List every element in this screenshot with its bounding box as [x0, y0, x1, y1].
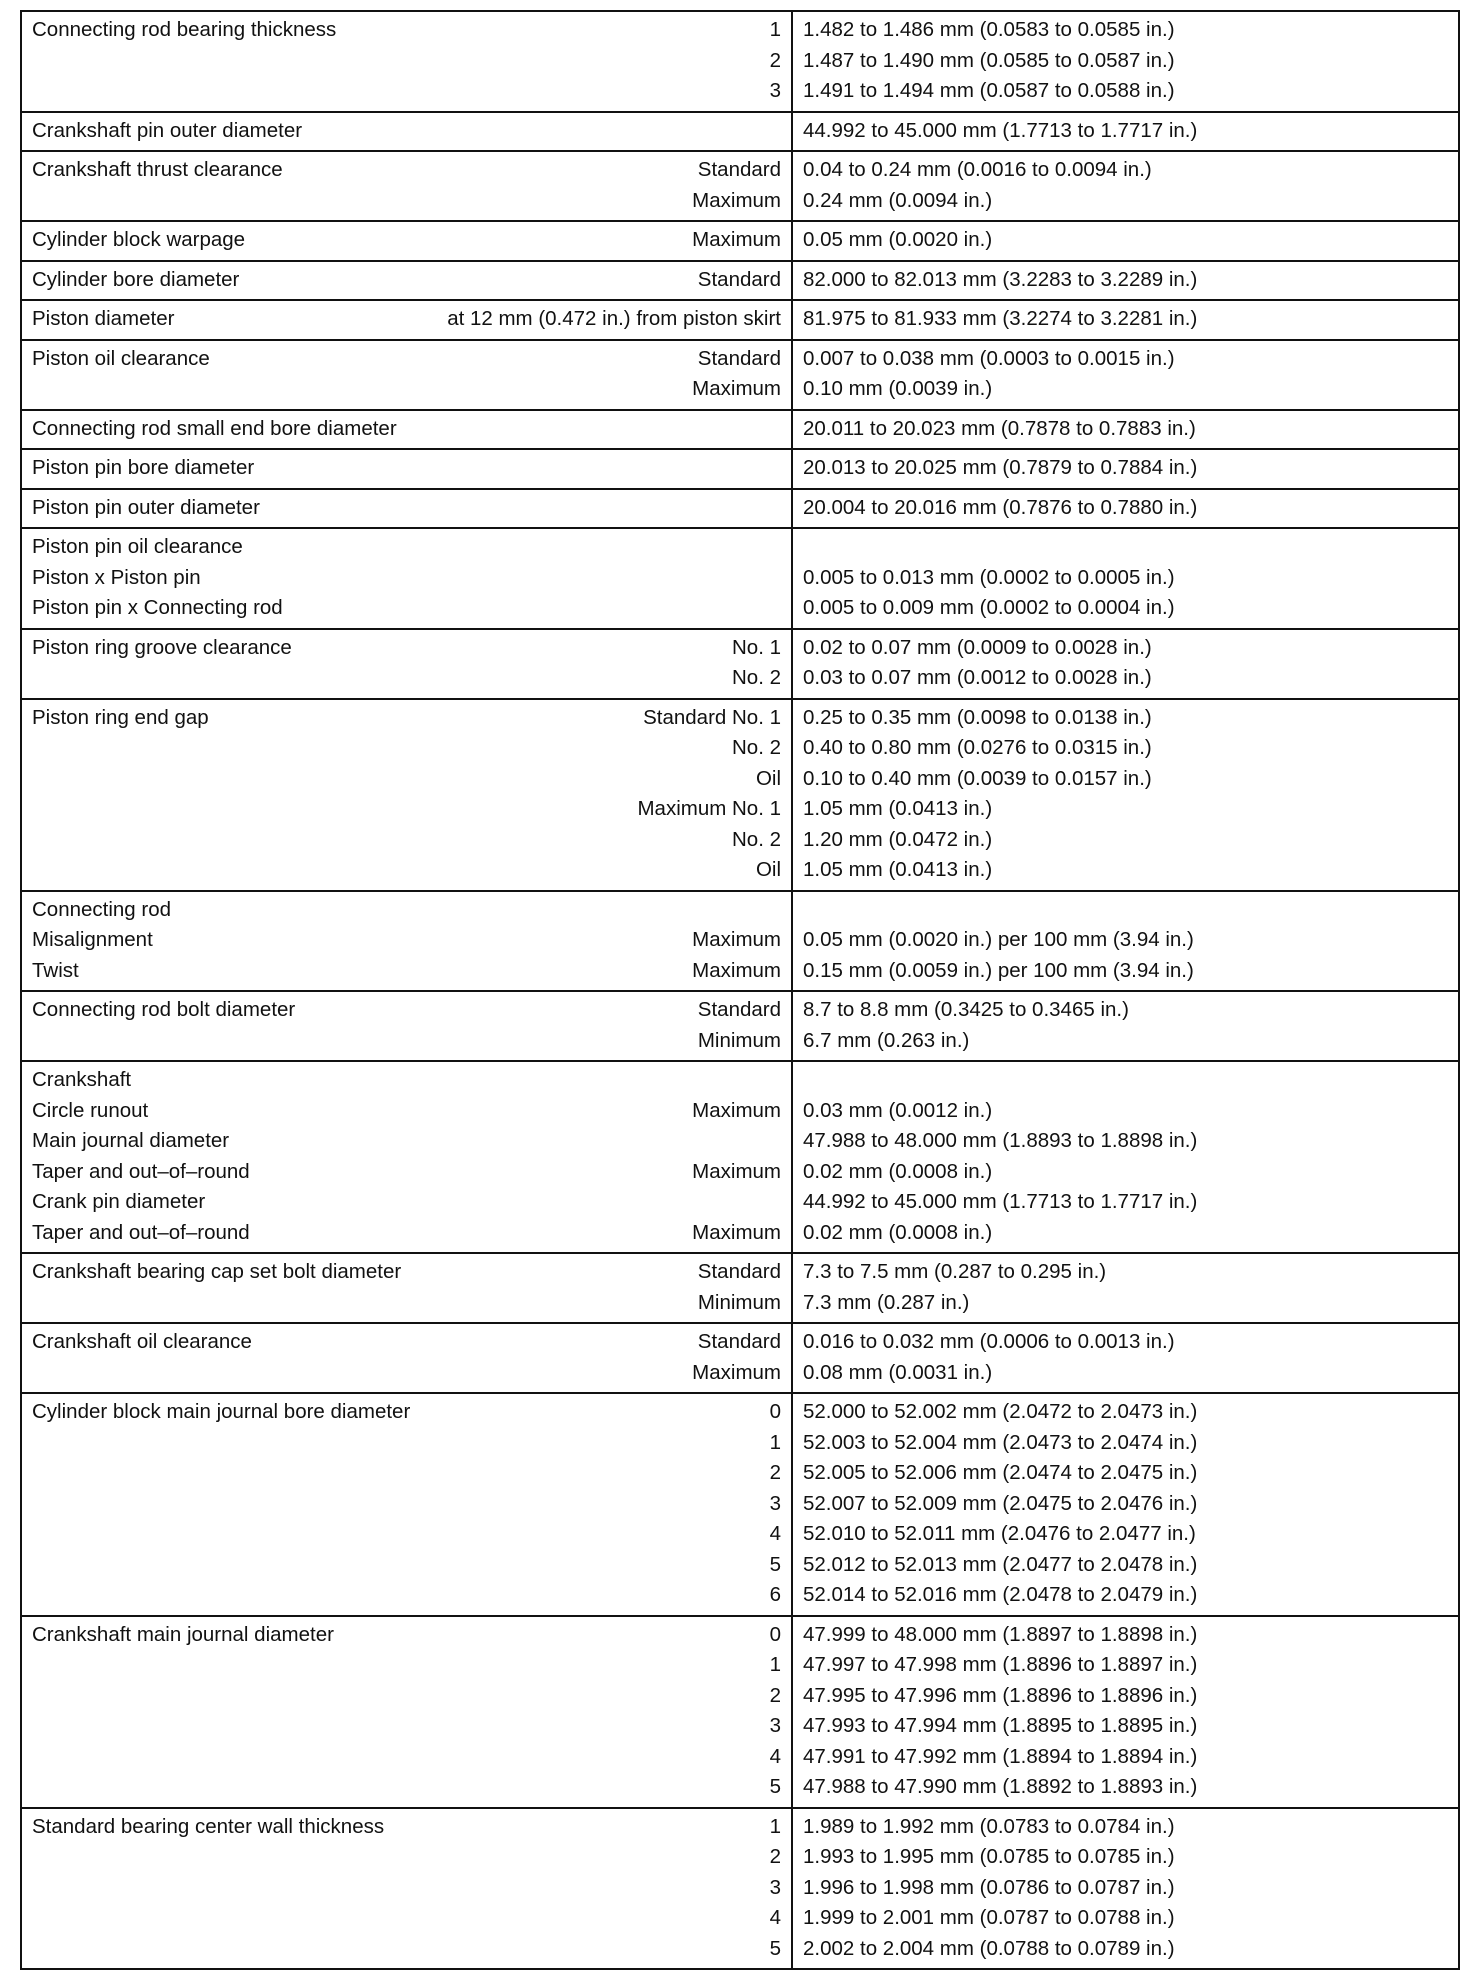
spec-row: [21, 11, 1459, 112]
spec-label-line: [22, 414, 791, 445]
spec-label-line: [22, 1358, 791, 1389]
spec-label-line: [22, 1065, 791, 1096]
spec-label-line: [22, 593, 791, 624]
spec-value: 1.989 to 1.992 mm (0.0783 to 0.0784 in.): [803, 1814, 1175, 1838]
spec-label: Main journal diameter: [32, 1129, 230, 1152]
spec-value: 0.10 to 0.40 mm (0.0039 to 0.0157 in.): [803, 766, 1152, 790]
spec-table-body: [21, 11, 1459, 1969]
spec-table: [20, 10, 1460, 1970]
spec-row: [21, 1616, 1459, 1808]
spec-label-cell: [21, 1808, 792, 1970]
spec-value-cell: [792, 891, 1459, 992]
spec-value: 47.991 to 47.992 mm (1.8894 to 1.8894 in.): [803, 1744, 1198, 1768]
spec-value: 52.014 to 52.016 mm (2.0478 to 2.0479 in.): [803, 1583, 1198, 1606]
spec-row: [21, 891, 1459, 992]
spec-value: 47.997 to 47.998 mm (1.8896 to 1.8897 in.): [803, 1653, 1198, 1676]
spec-label: Crankshaft pin outer diameter: [32, 118, 303, 142]
spec-label: Cylinder block main journal bore diameter: [32, 1400, 411, 1423]
spec-label-cell: [21, 300, 792, 340]
spec-label: Twist: [32, 958, 79, 982]
spec-label: Crankshaft bearing cap set bolt diameter: [32, 1260, 402, 1283]
spec-qualifier: Maximum: [692, 1159, 781, 1183]
spec-label: Standard bearing center wall thickness: [32, 1814, 385, 1838]
spec-label-line: [22, 265, 791, 296]
spec-row: [21, 340, 1459, 410]
spec-label: Piston pin outer diameter: [32, 495, 260, 519]
spec-value: 47.988 to 47.990 mm (1.8892 to 1.8893 in.): [803, 1775, 1198, 1798]
spec-label: Piston pin oil clearance: [32, 535, 243, 558]
spec-label-line: [22, 1126, 791, 1157]
spec-row: [21, 991, 1459, 1061]
spec-label-line: [22, 1458, 791, 1489]
spec-value-cell: [792, 11, 1459, 112]
spec-value: 0.24 mm (0.0094 in.): [803, 188, 993, 212]
spec-label-line: [22, 995, 791, 1026]
spec-label-line: [22, 1026, 791, 1057]
spec-value: 44.992 to 45.000 mm (1.7713 to 1.7717 in.): [803, 118, 1198, 142]
spec-qualifier: Maximum: [692, 1220, 781, 1244]
spec-label: Cylinder block warpage: [32, 228, 246, 251]
spec-label: Connecting rod small end bore diameter: [32, 416, 397, 440]
spec-label: Cylinder bore diameter: [32, 267, 240, 291]
spec-qualifier: 2: [769, 48, 781, 72]
spec-label-cell: [21, 699, 792, 891]
spec-value-cell: [792, 1061, 1459, 1253]
spec-label-line: [22, 186, 791, 217]
spec-value: 0.40 to 0.80 mm (0.0276 to 0.0315 in.): [803, 736, 1152, 759]
spec-value-cell: [792, 489, 1459, 529]
spec-value: 0.02 mm (0.0008 in.): [803, 1159, 993, 1183]
spec-label: Connecting rod bearing thickness: [32, 18, 337, 41]
spec-label-line: [22, 1711, 791, 1742]
spec-value-cell: [792, 112, 1459, 152]
spec-qualifier: Minimum: [697, 1290, 781, 1314]
spec-value-cell: [792, 1393, 1459, 1616]
spec-label-line: [22, 1812, 791, 1843]
spec-value: 0.05 mm (0.0020 in.) per 100 mm (3.94 in.): [803, 928, 1194, 951]
spec-row: [21, 528, 1459, 629]
spec-label: Crankshaft: [32, 1068, 132, 1091]
spec-qualifier: Standard: [697, 267, 781, 291]
spec-value: 1.05 mm (0.0413 in.): [803, 858, 993, 881]
spec-label-line: [22, 1218, 791, 1249]
spec-qualifier: No. 2: [732, 827, 781, 851]
spec-value: 52.005 to 52.006 mm (2.0474 to 2.0475 in.): [803, 1461, 1198, 1484]
spec-label-line: [22, 1620, 791, 1651]
spec-label-line: [22, 46, 791, 77]
spec-label-cell: [21, 261, 792, 301]
spec-label-cell: [21, 112, 792, 152]
spec-label-cell: [21, 991, 792, 1061]
spec-row: [21, 1323, 1459, 1393]
spec-value: 20.004 to 20.016 mm (0.7876 to 0.7880 in.): [803, 495, 1198, 519]
spec-label-line: [22, 1580, 791, 1611]
spec-label: Misalignment: [32, 928, 153, 951]
spec-value-cell: [792, 1808, 1459, 1970]
spec-label-line: [22, 703, 791, 734]
spec-qualifier: 1: [769, 1814, 781, 1838]
spec-value: 82.000 to 82.013 mm (3.2283 to 3.2289 in.): [803, 267, 1198, 291]
spec-qualifier: 3: [769, 1875, 781, 1899]
spec-qualifier: Maximum: [692, 958, 781, 982]
spec-value: 0.02 to 0.07 mm (0.0009 to 0.0028 in.): [803, 635, 1152, 659]
spec-qualifier: No. 2: [732, 736, 781, 759]
spec-row: [21, 699, 1459, 891]
spec-qualifier: 4: [769, 1522, 781, 1545]
spec-value: 52.000 to 52.002 mm (2.0472 to 2.0473 in.): [803, 1400, 1198, 1423]
spec-value: 0.10 mm (0.0039 in.): [803, 377, 993, 400]
spec-value: [793, 895, 1458, 926]
spec-row: [21, 410, 1459, 450]
spec-value: 0.005 to 0.013 mm (0.0002 to 0.0005 in.): [803, 565, 1175, 589]
spec-label: Taper and out–of–round: [32, 1220, 250, 1244]
spec-label-line: [22, 1772, 791, 1803]
spec-value: 1.05 mm (0.0413 in.): [803, 797, 993, 820]
spec-label-line: [22, 1903, 791, 1934]
spec-label: Crankshaft oil clearance: [32, 1330, 252, 1353]
spec-value: 0.005 to 0.009 mm (0.0002 to 0.0004 in.): [803, 596, 1175, 619]
spec-value: 52.010 to 52.011 mm (2.0476 to 2.0477 in.): [803, 1522, 1196, 1545]
spec-value: 47.993 to 47.994 mm (1.8895 to 1.8895 in.): [803, 1714, 1198, 1737]
spec-label-cell: [21, 528, 792, 629]
spec-value: 8.7 to 8.8 mm (0.3425 to 0.3465 in.): [803, 998, 1129, 1021]
spec-value: 52.012 to 52.013 mm (2.0477 to 2.0478 in.): [803, 1552, 1198, 1576]
spec-value-cell: [792, 410, 1459, 450]
spec-value: [793, 532, 1458, 563]
spec-qualifier: Maximum: [692, 228, 781, 251]
spec-qualifier: Standard: [697, 1330, 781, 1353]
spec-qualifier: 2: [769, 1683, 781, 1707]
spec-qualifier: No. 2: [732, 666, 781, 689]
spec-qualifier: 1: [769, 1653, 781, 1676]
spec-label-line: [22, 733, 791, 764]
spec-qualifier: 0: [769, 1400, 781, 1423]
spec-value-cell: [792, 261, 1459, 301]
spec-qualifier: 3: [769, 1714, 781, 1737]
spec-qualifier: Maximum: [692, 928, 781, 951]
spec-value-cell: [792, 1253, 1459, 1323]
spec-label: Crankshaft thrust clearance: [32, 158, 283, 181]
spec-label: Piston ring end gap: [32, 705, 209, 729]
spec-qualifier: No. 1: [732, 635, 781, 659]
spec-label-line: [22, 1519, 791, 1550]
spec-label-line: [22, 344, 791, 375]
spec-label-cell: [21, 1061, 792, 1253]
spec-value: 1.491 to 1.494 mm (0.0587 to 0.0588 in.): [803, 79, 1175, 102]
spec-label-line: [22, 1397, 791, 1428]
spec-label-cell: [21, 1616, 792, 1808]
spec-label-line: [22, 1550, 791, 1581]
spec-value-cell: [792, 449, 1459, 489]
spec-qualifier: Standard: [697, 158, 781, 181]
spec-label-line: [22, 855, 791, 886]
spec-label-line: [22, 563, 791, 594]
spec-row: [21, 151, 1459, 221]
spec-row: [21, 1393, 1459, 1616]
spec-label-line: [22, 76, 791, 107]
spec-row: [21, 261, 1459, 301]
spec-qualifier: Maximum: [692, 377, 781, 400]
spec-label-cell: [21, 449, 792, 489]
spec-label-cell: [21, 489, 792, 529]
spec-label-line: [22, 1873, 791, 1904]
spec-label-cell: [21, 221, 792, 261]
spec-label-line: [22, 15, 791, 46]
spec-value: 6.7 mm (0.263 in.): [803, 1028, 970, 1052]
spec-qualifier: 3: [769, 79, 781, 102]
spec-label-cell: [21, 410, 792, 450]
spec-value-cell: [792, 528, 1459, 629]
spec-label-line: [22, 225, 791, 256]
spec-label-line: [22, 1187, 791, 1218]
spec-label: Piston ring groove clearance: [32, 635, 292, 659]
spec-qualifier: Minimum: [697, 1028, 781, 1052]
spec-label-line: [22, 1288, 791, 1319]
spec-value: 0.15 mm (0.0059 in.) per 100 mm (3.94 in.): [803, 958, 1194, 982]
spec-label-cell: [21, 629, 792, 699]
spec-qualifier: Oil: [755, 858, 781, 881]
spec-qualifier: 2: [769, 1461, 781, 1484]
spec-label-line: [22, 155, 791, 186]
spec-label-line: [22, 1096, 791, 1127]
spec-value-cell: [792, 151, 1459, 221]
spec-value: 81.975 to 81.933 mm (3.2274 to 3.2281 in.): [803, 307, 1198, 330]
spec-value: 1.996 to 1.998 mm (0.0786 to 0.0787 in.): [803, 1875, 1175, 1899]
spec-label-line: [22, 663, 791, 694]
spec-label: Piston x Piston pin: [32, 565, 201, 589]
spec-qualifier: at 12 mm (0.472 in.) from piston skirt: [447, 307, 781, 330]
spec-value: 1.482 to 1.486 mm (0.0583 to 0.0585 in.): [803, 18, 1175, 41]
spec-value: 0.03 mm (0.0012 in.): [803, 1098, 993, 1122]
spec-qualifier: 5: [769, 1775, 781, 1798]
spec-value-cell: [792, 1616, 1459, 1808]
spec-value: 2.002 to 2.004 mm (0.0788 to 0.0789 in.): [803, 1936, 1175, 1960]
spec-qualifier: Maximum No. 1: [637, 797, 781, 820]
spec-label-line: [22, 956, 791, 987]
spec-label-line: [22, 304, 791, 335]
spec-qualifier: Standard: [697, 998, 781, 1021]
spec-value: 7.3 to 7.5 mm (0.287 to 0.295 in.): [803, 1260, 1107, 1283]
spec-row: [21, 629, 1459, 699]
spec-label-cell: [21, 1253, 792, 1323]
spec-value: 44.992 to 45.000 mm (1.7713 to 1.7717 in.): [803, 1190, 1198, 1213]
spec-label-line: [22, 1934, 791, 1965]
spec-qualifier: 2: [769, 1845, 781, 1868]
spec-label-cell: [21, 891, 792, 992]
spec-qualifier: Standard: [697, 1260, 781, 1283]
spec-value: 1.487 to 1.490 mm (0.0585 to 0.0587 in.): [803, 48, 1175, 72]
spec-qualifier: Maximum: [692, 1360, 781, 1384]
spec-label-line: [22, 532, 791, 563]
spec-qualifier: 0: [769, 1622, 781, 1646]
spec-label: Crank pin diameter: [32, 1190, 206, 1213]
spec-value: 52.003 to 52.004 mm (2.0473 to 2.0474 in.): [803, 1430, 1198, 1454]
spec-label: Piston diameter: [32, 307, 175, 330]
spec-label-cell: [21, 1393, 792, 1616]
spec-value: 20.013 to 20.025 mm (0.7879 to 0.7884 in.): [803, 456, 1198, 479]
spec-qualifier: Standard No. 1: [643, 705, 781, 729]
spec-label-line: [22, 453, 791, 484]
spec-label-line: [22, 1842, 791, 1873]
spec-value: 1.999 to 2.001 mm (0.0787 to 0.0788 in.): [803, 1906, 1175, 1929]
spec-label: Circle runout: [32, 1098, 149, 1122]
spec-label-cell: [21, 151, 792, 221]
spec-qualifier: Maximum: [692, 188, 781, 212]
spec-label-line: [22, 764, 791, 795]
spec-value: [793, 1065, 1458, 1096]
spec-value-cell: [792, 340, 1459, 410]
spec-label-line: [22, 1428, 791, 1459]
spec-label-cell: [21, 1323, 792, 1393]
spec-value: 0.05 mm (0.0020 in.): [803, 228, 993, 251]
spec-qualifier: 3: [769, 1491, 781, 1515]
spec-qualifier: 4: [769, 1906, 781, 1929]
spec-label-line: [22, 1650, 791, 1681]
spec-label: Connecting rod bolt diameter: [32, 998, 296, 1021]
spec-label: Piston pin bore diameter: [32, 456, 255, 479]
spec-label: Piston oil clearance: [32, 346, 210, 370]
spec-qualifier: 1: [769, 1430, 781, 1454]
spec-value: 0.25 to 0.35 mm (0.0098 to 0.0138 in.): [803, 705, 1152, 729]
spec-qualifier: Standard: [697, 346, 781, 370]
spec-row: [21, 300, 1459, 340]
spec-qualifier: Oil: [755, 766, 781, 790]
spec-value-cell: [792, 629, 1459, 699]
spec-label-cell: [21, 340, 792, 410]
spec-value: 0.007 to 0.038 mm (0.0003 to 0.0015 in.): [803, 346, 1175, 370]
spec-row: [21, 489, 1459, 529]
spec-value: 47.988 to 48.000 mm (1.8893 to 1.8898 in.): [803, 1129, 1198, 1152]
spec-row: [21, 112, 1459, 152]
spec-label-line: [22, 1489, 791, 1520]
spec-label: Crankshaft main journal diameter: [32, 1622, 334, 1646]
spec-qualifier: 5: [769, 1936, 781, 1960]
spec-value: 1.20 mm (0.0472 in.): [803, 827, 993, 851]
spec-value: 0.04 to 0.24 mm (0.0016 to 0.0094 in.): [803, 158, 1152, 181]
spec-row: [21, 1061, 1459, 1253]
spec-label-line: [22, 794, 791, 825]
spec-label-line: [22, 1257, 791, 1288]
spec-row: [21, 449, 1459, 489]
spec-label-line: [22, 374, 791, 405]
spec-label-line: [22, 1157, 791, 1188]
spec-value-cell: [792, 991, 1459, 1061]
spec-label-line: [22, 1742, 791, 1773]
spec-value-cell: [792, 300, 1459, 340]
spec-row: [21, 221, 1459, 261]
spec-label: Piston pin x Connecting rod: [32, 596, 283, 619]
spec-row: [21, 1808, 1459, 1970]
spec-value: 47.999 to 48.000 mm (1.8897 to 1.8898 in.): [803, 1622, 1198, 1646]
spec-qualifier: 5: [769, 1552, 781, 1576]
spec-label-line: [22, 493, 791, 524]
spec-value: 47.995 to 47.996 mm (1.8896 to 1.8896 in.): [803, 1683, 1198, 1707]
spec-label-line: [22, 633, 791, 664]
spec-row: [21, 1253, 1459, 1323]
spec-label-cell: [21, 11, 792, 112]
spec-qualifier: 1: [769, 18, 781, 41]
spec-value: 20.011 to 20.023 mm (0.7878 to 0.7883 in.): [803, 416, 1196, 440]
spec-label-line: [22, 116, 791, 147]
spec-value: 0.02 mm (0.0008 in.): [803, 1220, 993, 1244]
spec-value: 0.016 to 0.032 mm (0.0006 to 0.0013 in.): [803, 1330, 1175, 1353]
spec-label-line: [22, 1681, 791, 1712]
spec-label-line: [22, 895, 791, 926]
spec-qualifier: 6: [769, 1583, 781, 1606]
spec-label-line: [22, 825, 791, 856]
spec-label-line: [22, 1327, 791, 1358]
spec-label: Connecting rod: [32, 897, 172, 921]
spec-value-cell: [792, 221, 1459, 261]
spec-value: 7.3 mm (0.287 in.): [803, 1290, 970, 1314]
spec-value: 1.993 to 1.995 mm (0.0785 to 0.0785 in.): [803, 1845, 1175, 1868]
spec-value-cell: [792, 1323, 1459, 1393]
spec-qualifier: 4: [769, 1744, 781, 1768]
spec-label: Taper and out–of–round: [32, 1159, 250, 1183]
spec-value: 0.08 mm (0.0031 in.): [803, 1360, 993, 1384]
spec-qualifier: Maximum: [692, 1098, 781, 1122]
spec-value: 52.007 to 52.009 mm (2.0475 to 2.0476 in.): [803, 1491, 1198, 1515]
spec-value: 0.03 to 0.07 mm (0.0012 to 0.0028 in.): [803, 666, 1152, 689]
spec-label-line: [22, 925, 791, 956]
spec-value-cell: [792, 699, 1459, 891]
